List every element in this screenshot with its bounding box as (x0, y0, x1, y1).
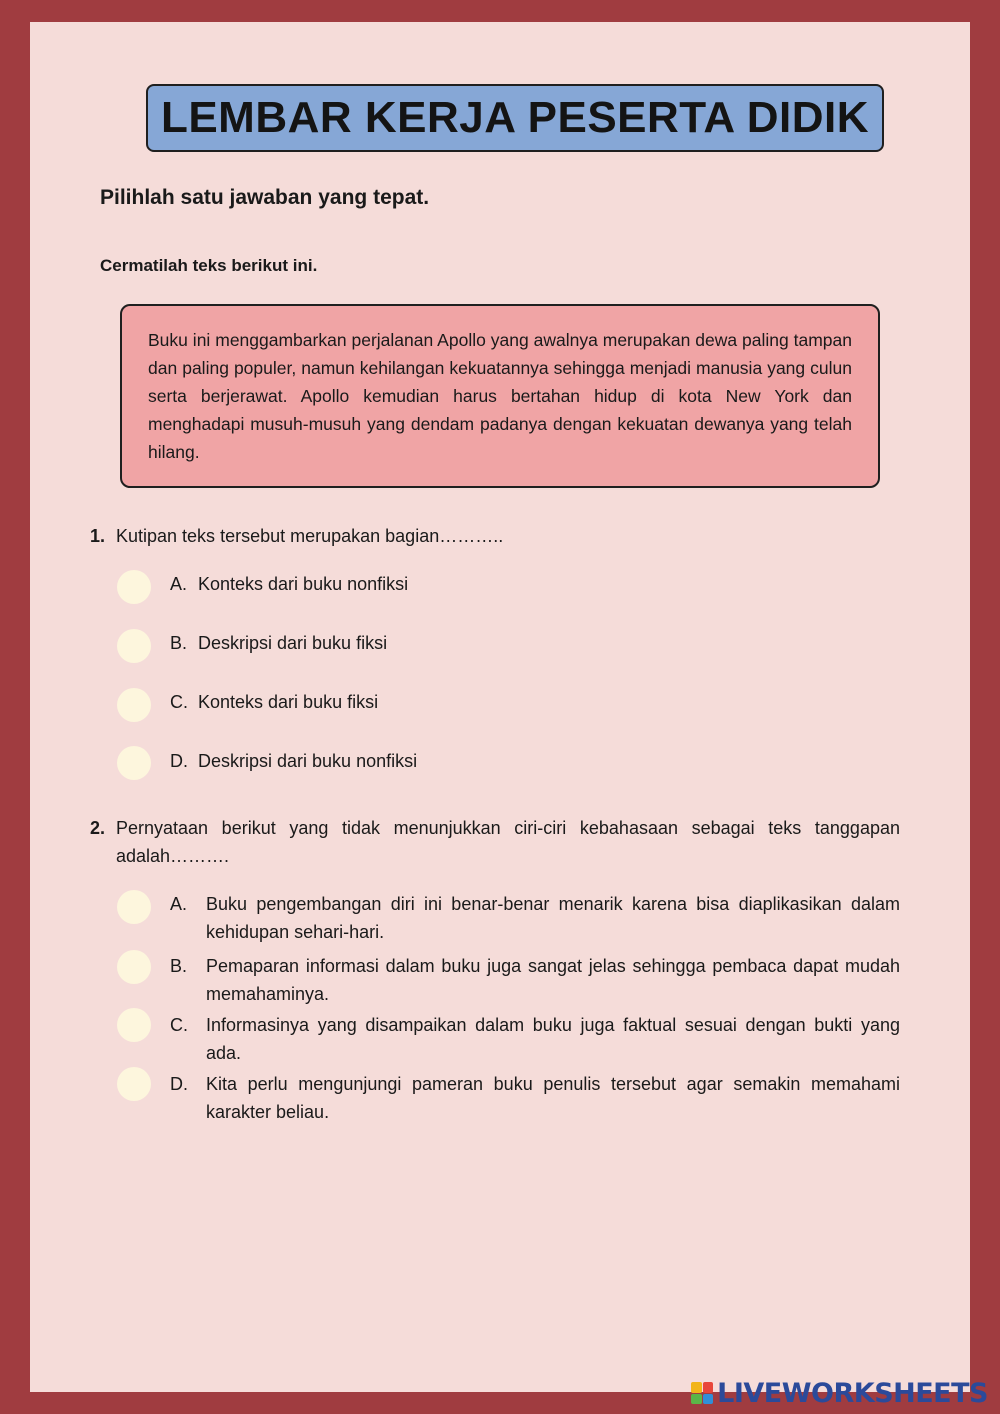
option-letter: C. (170, 692, 188, 712)
option-text: Kita perlu mengunjungi pameran buku penulis tersebut agar semakin memahami karakter beliau. (206, 1074, 900, 1122)
option-1a-radio[interactable] (117, 570, 151, 604)
option-2a[interactable] (170, 890, 900, 946)
liveworksheets-brand[interactable] (691, 1378, 988, 1408)
option-text: Deskripsi dari buku fiksi (198, 633, 388, 653)
option-2b-radio[interactable] (117, 950, 151, 984)
liveworksheets-logo-icon (691, 1382, 713, 1404)
option-text: Pemaparan informasi dalam buku juga sangat jelas sehingga pembaca dapat mudah memahaminya. (206, 956, 900, 1004)
question-text: Pernyataan berikut yang tidak menunjukkan ciri-ciri kebahasaan sebagai teks tanggapan adalah………. (116, 818, 900, 866)
question-2 (90, 814, 900, 870)
question-number: 1. (90, 526, 106, 546)
option-1c[interactable] (170, 688, 870, 716)
option-text: Buku pengembangan diri ini benar-benar menarik karena bisa diaplikasikan dalam kehidupan sehari-hari. (206, 894, 900, 942)
option-letter: B. (170, 956, 188, 976)
option-2d-radio[interactable] (117, 1067, 151, 1101)
option-2b[interactable] (170, 952, 900, 1008)
option-letter: A. (170, 574, 188, 594)
option-2a-radio[interactable] (117, 890, 151, 924)
option-2c[interactable] (170, 1011, 900, 1067)
option-1b[interactable] (170, 629, 870, 657)
option-letter: D. (170, 1074, 188, 1094)
option-1d-radio[interactable] (117, 746, 151, 780)
option-1b-radio[interactable] (117, 629, 151, 663)
option-text: Deskripsi dari buku nonfiksi (198, 751, 418, 771)
worksheet-page (30, 22, 970, 1392)
option-1d[interactable] (170, 747, 870, 775)
option-1c-radio[interactable] (117, 688, 151, 722)
option-text: Konteks dari buku fiksi (198, 692, 379, 712)
option-letter: B. (170, 633, 188, 653)
title-banner (146, 84, 884, 152)
option-letter: C. (170, 1015, 188, 1035)
worksheet-title: LEMBAR KERJA PESERTA DIDIK (160, 93, 870, 142)
option-letter: A. (170, 894, 188, 914)
option-2d[interactable] (170, 1070, 900, 1126)
brand-name: LIVEWORKSHEETS (717, 1377, 988, 1409)
option-letter: D. (170, 751, 188, 771)
question-text: Kutipan teks tersebut merupakan bagian……….. (116, 526, 504, 546)
question-1 (90, 522, 900, 550)
observe-label: Cermatilah teks berikut ini. (100, 256, 318, 275)
option-2c-radio[interactable] (117, 1008, 151, 1042)
passage-box (120, 304, 880, 488)
question-number: 2. (90, 818, 106, 838)
option-1a[interactable] (170, 570, 870, 598)
option-text: Informasinya yang disampaikan dalam buku juga faktual sesuai dengan bukti yang ada. (206, 1015, 900, 1063)
option-text: Konteks dari buku nonfiksi (198, 574, 409, 594)
passage-text: Buku ini menggambarkan perjalanan Apollo yang awalnya merupakan dewa paling tampan dan paling populer, namun kehilangan kekuatannya sehingga menjadi manusia yang culun serta berjerawat. Apollo kemudian harus bertahan hidup di kota New York dan menghadapi musuh-musuh yang dendam padanya dengan kekuatan dewanya yang telah hilang. (148, 330, 852, 462)
instruction-text: Pilihlah satu jawaban yang tepat. (100, 186, 430, 209)
